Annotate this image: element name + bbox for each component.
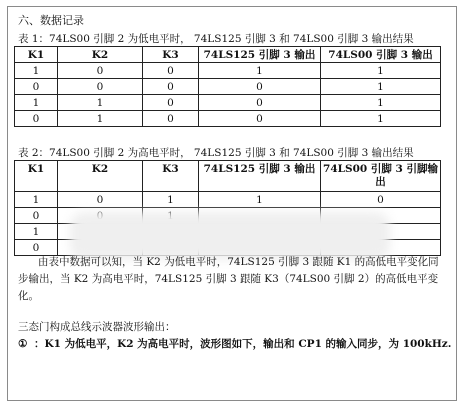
table-row xyxy=(15,63,441,79)
table-cell: 1 xyxy=(15,63,58,79)
table-row xyxy=(15,79,441,95)
table-cell: 0 xyxy=(143,79,199,95)
table-cell: 1 xyxy=(199,63,321,79)
section-title: 六、数据记录 xyxy=(18,14,84,27)
table-row xyxy=(15,95,441,111)
table-cell: 0 xyxy=(15,111,58,127)
table2-header-k1: K1 xyxy=(15,161,58,192)
table-cell: 0 xyxy=(143,111,199,127)
list-item xyxy=(18,336,464,353)
table1-header-k3: K3 xyxy=(143,47,199,63)
item-number: ① xyxy=(18,338,28,350)
table-cell: 0 xyxy=(58,192,143,208)
table2-header-74ls125: 74LS125 引脚 3 输出 xyxy=(199,161,321,192)
table-cell: 1 xyxy=(58,95,143,111)
table-cell: 0 xyxy=(143,63,199,79)
table1-header-k1: K1 xyxy=(15,47,58,63)
table-cell: 1 xyxy=(15,95,58,111)
table-row xyxy=(15,111,441,127)
table2-header-row xyxy=(15,161,441,192)
blur-overlay xyxy=(70,212,390,260)
table-cell: 0 xyxy=(15,79,58,95)
table1 xyxy=(14,46,441,127)
table-cell: 1 xyxy=(321,79,441,95)
table-cell: 1 xyxy=(58,111,143,127)
table2-header-k2: K2 xyxy=(58,161,143,192)
table-cell: 0 xyxy=(199,79,321,95)
table-cell: 0 xyxy=(58,63,143,79)
table-cell: 1 xyxy=(321,95,441,111)
item-text: ：K1 为低电平，K2 为高电平时，波形图如下，输出和 CP1 的输入同步，为 100kHz. xyxy=(34,338,452,350)
table-cell: 1 xyxy=(15,192,58,208)
table-cell: 0 xyxy=(58,79,143,95)
table-cell: 1 xyxy=(199,192,321,208)
table2-header-k3: K3 xyxy=(143,161,199,192)
table-cell: 1 xyxy=(15,224,58,240)
table-cell: 0 xyxy=(199,111,321,127)
table-cell: 0 xyxy=(199,95,321,111)
table-row xyxy=(15,192,441,208)
table-cell: 1 xyxy=(321,63,441,79)
table-cell: 0 xyxy=(15,208,58,224)
table-cell: 0 xyxy=(143,95,199,111)
table1-caption: 表 1：74LS00 引脚 2 为低电平时， 74LS125 引脚 3 和 74LS00 引脚 3 输出结果 xyxy=(18,33,414,45)
table2-header-74ls00: 74LS00 引脚 3 引脚输出 xyxy=(321,161,441,192)
table1-header-k2: K2 xyxy=(58,47,143,63)
table1-header-74ls125: 74LS125 引脚 3 输出 xyxy=(199,47,321,63)
table-cell: 1 xyxy=(321,111,441,127)
subsection-title: 三态门构成总线示波器波形输出： xyxy=(18,321,176,333)
table-cell: 0 xyxy=(15,240,58,256)
table1-header-row xyxy=(15,47,441,63)
conclusion-paragraph: 由表中数据可以知，当 K2 为低电平时，74LS125 引脚 3 跟随 K1 的高低电平变化同步输出，当 K2 为高电平时，74LS125 引脚 3 跟随 K3（74LS00 引脚 2）的高低电平变化。 xyxy=(18,256,439,302)
table1-header-74ls00: 74LS00 引脚 3 输出 xyxy=(321,47,441,63)
table2-caption: 表 2：74LS00 引脚 2 为高电平时， 74LS125 引脚 3 和 74LS00 引脚 3 输出结果 xyxy=(18,147,414,159)
table-cell: 1 xyxy=(143,192,199,208)
table-cell: 0 xyxy=(321,192,441,208)
